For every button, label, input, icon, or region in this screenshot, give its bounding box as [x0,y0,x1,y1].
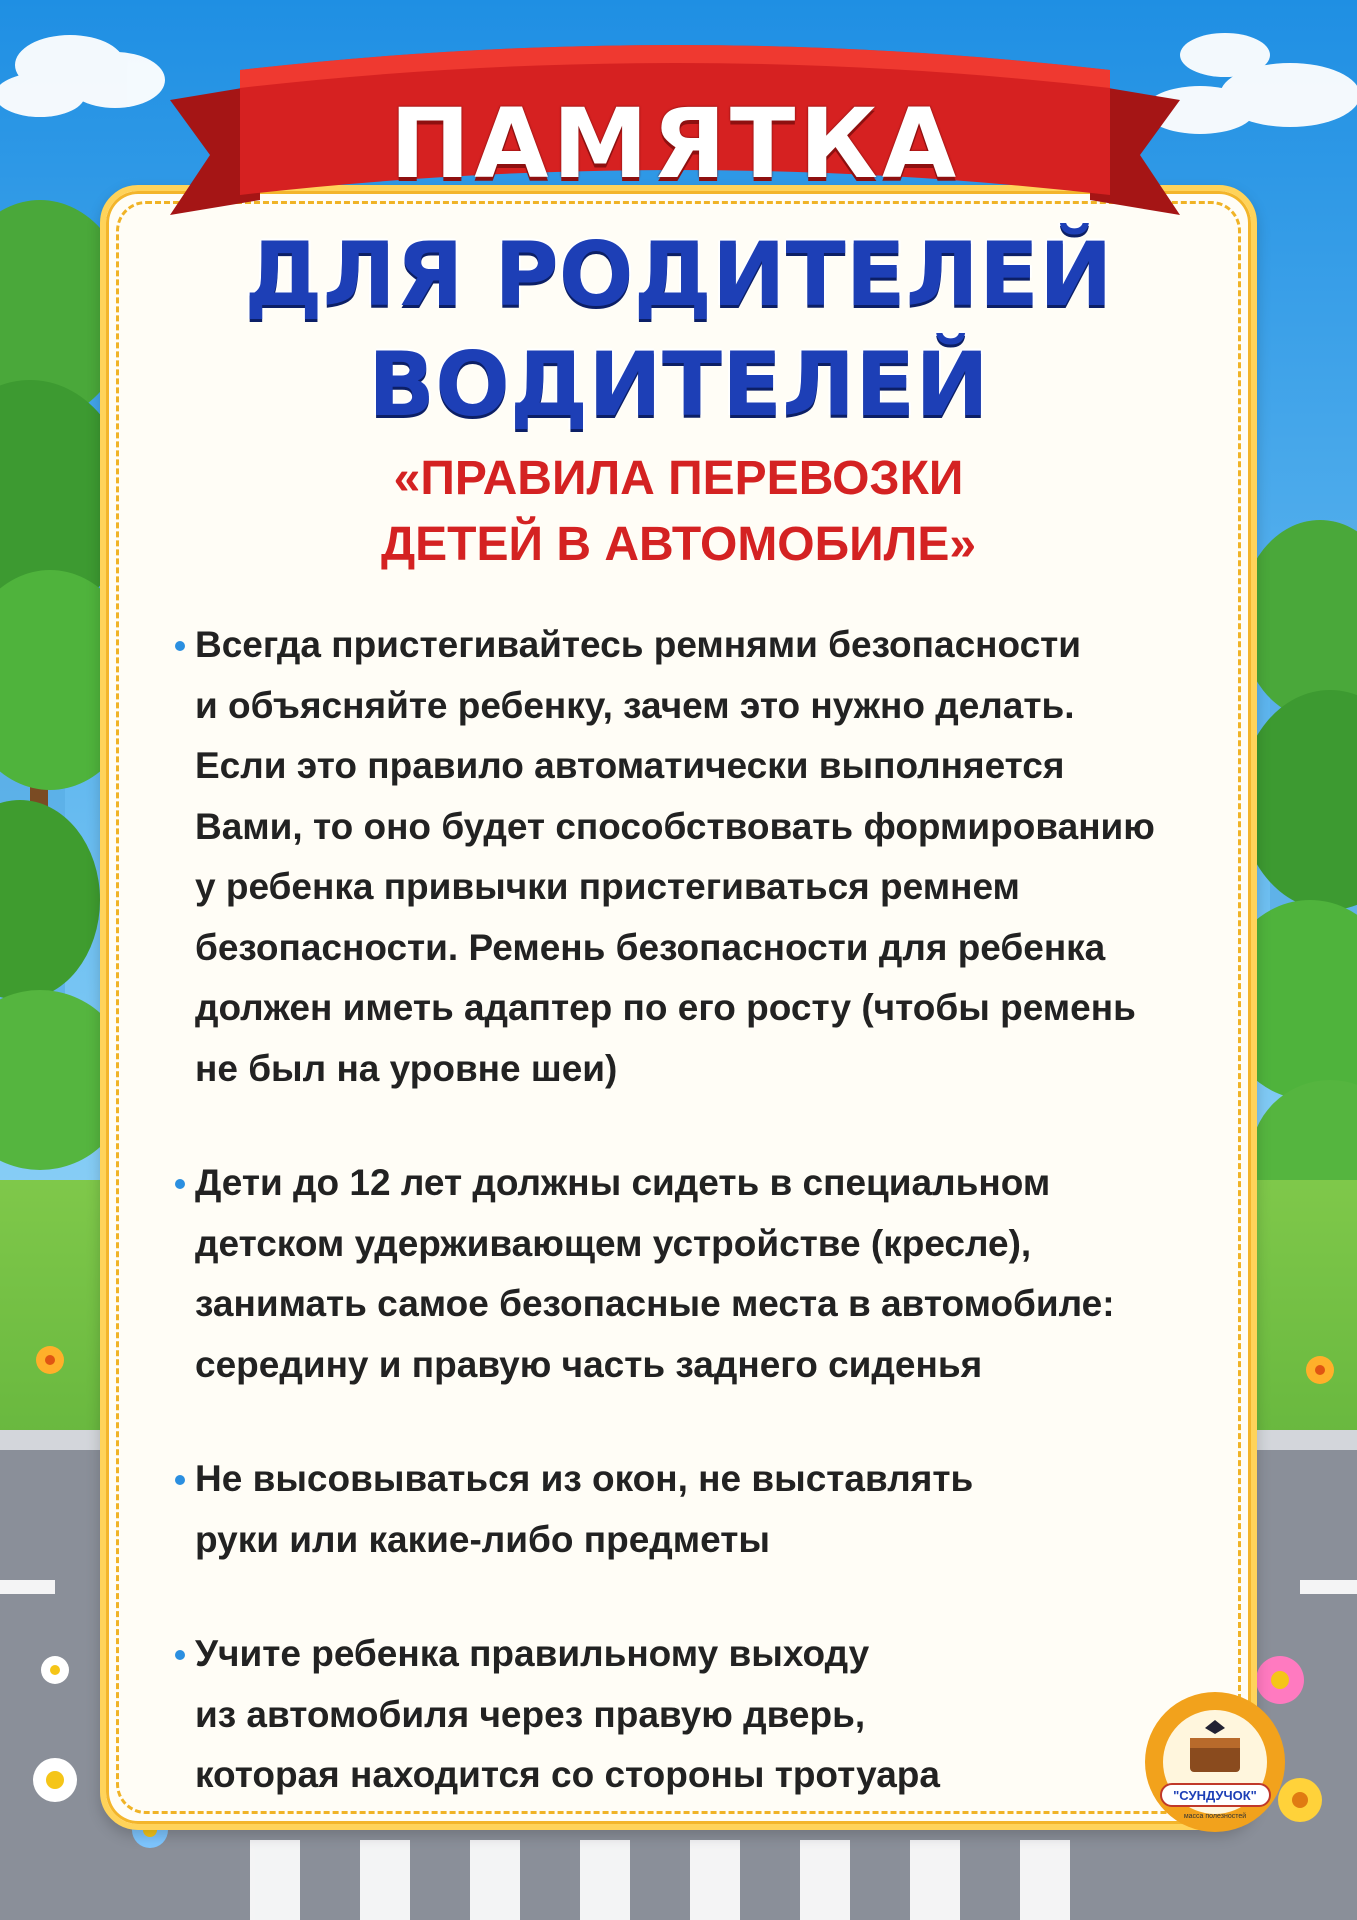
rule-line: Учите ребенка правильному выходу [195,1633,870,1674]
rule-item [175,615,1215,1099]
bullet-dot-icon [175,1650,185,1660]
bullet-dot-icon [175,1179,185,1189]
rule-line: Всегда пристегивайтесь ремнями безопасности [195,624,1082,665]
rule-line: которая находится со стороны тротуара [195,1754,940,1795]
rule-line: середину и правую часть заднего сиденья [195,1343,983,1385]
subtitle-line-1: «ПРАВИЛА ПЕРЕВОЗКИ [393,452,964,505]
logo-name: "СУНДУЧОК" [1173,1788,1257,1803]
rule-line: занимать самое безопасные места в автомобиле: [195,1283,1115,1324]
subtitle-line-2: ДЕТЕЙ В АВТОМОБИЛЕ» [380,518,977,571]
rule-line: и объясняйте ребенку, зачем это нужно делать. [195,684,1075,726]
rule-item [175,1153,1215,1395]
rule-item [175,1449,1215,1570]
ribbon-title: ПАМЯТКА [389,88,961,200]
logo-tagline: масса полезностей [1183,1813,1247,1820]
bullet-dot-icon [175,641,185,651]
sunduchok-logo [1143,1690,1288,1835]
rule-line: из автомобиля через правую дверь, [195,1693,866,1735]
rule-line: руки или какие-либо предметы [195,1518,770,1560]
title-line-2: ВОДИТЕЛЕЙ [368,333,989,436]
bullet-dot-icon [175,1475,185,1485]
rule-line: Вами, то оно будет способствовать формированию [195,805,1155,847]
title-ribbon [170,30,1180,220]
rule-line: Если это правило автоматически выполняется [195,745,1065,786]
title-line-1: ДЛЯ РОДИТЕЛЕЙ [244,223,1113,326]
rule-item [175,1624,1215,1806]
rule-line: детском удерживающем устройстве (кресле), [195,1222,1032,1264]
rules-list [175,615,1215,1860]
rule-line: должен иметь адаптер по его росту (чтобы ремень [195,987,1136,1028]
rule-line: не был на уровне шеи) [195,1047,618,1089]
rule-line: безопасности. Ремень безопасности для ребенка [195,926,1106,968]
rule-line: Не высовываться из окон, не выставлять [195,1458,974,1499]
rule-line: Дети до 12 лет должны сидеть в специальном [195,1162,1051,1203]
rule-line: у ребенка привычки пристегиваться ремнем [195,866,1020,907]
